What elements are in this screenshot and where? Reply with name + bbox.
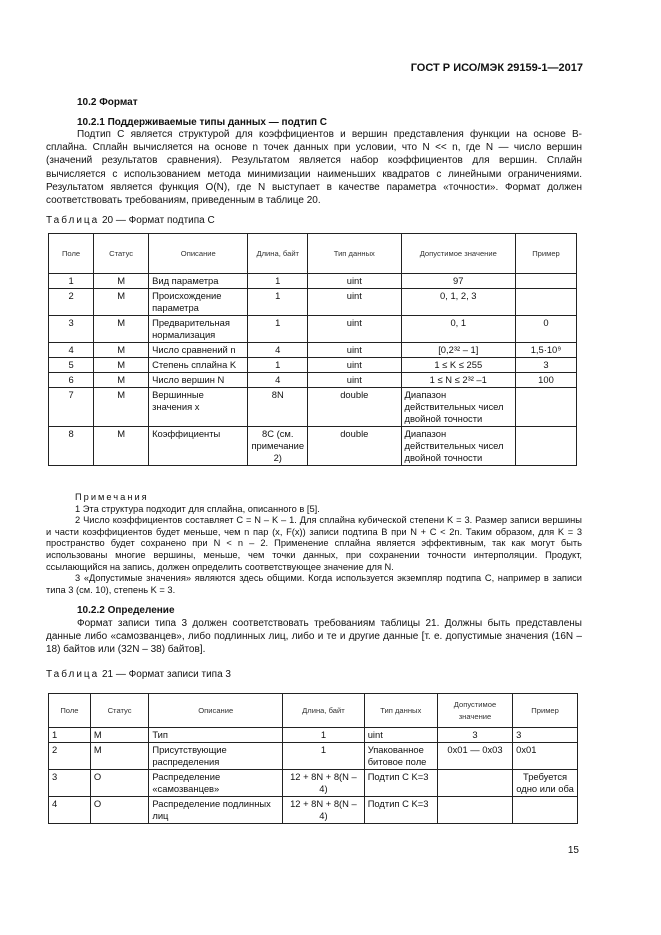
- table-cell: 2: [49, 289, 94, 316]
- table-cell: 4: [248, 343, 308, 358]
- table-cell: Упакованное битовое поле: [364, 743, 437, 770]
- table-cell: M: [94, 316, 149, 343]
- table-cell: 1: [248, 358, 308, 373]
- table-cell: O: [90, 770, 149, 797]
- table-cell: Тип: [149, 728, 283, 743]
- table-row: [49, 770, 578, 797]
- subsection-title-2: 10.2.2 Определение: [77, 605, 175, 616]
- page-number: 15: [567, 845, 579, 856]
- col-header: Пример: [513, 694, 578, 728]
- table21-caption: [46, 668, 582, 681]
- table-header-row: [49, 694, 578, 728]
- col-header: Допустимое значение: [401, 234, 515, 274]
- col-header: Тип данных: [308, 234, 401, 274]
- col-header: Статус: [90, 694, 149, 728]
- table20-caption-label: Таблица: [46, 215, 100, 226]
- col-header: Поле: [49, 694, 91, 728]
- table-cell: uint: [308, 274, 401, 289]
- table-cell: Присутствующие распределения: [149, 743, 283, 770]
- table-row: [49, 797, 578, 824]
- table-row: [49, 316, 577, 343]
- table-cell: Вершинные значения x: [149, 388, 248, 427]
- table-cell: 1: [248, 274, 308, 289]
- paragraph-definition: Формат записи типа 3 должен соответствовать требованиям таблицы 21. Должны быть представлены данные либо «самозванцев», либо подлинных лиц, либо и те и другие данные [т. е. допустимые значения (16N – 18) байтов или (32N – 38) байтов].: [46, 618, 582, 656]
- table-cell: 12 + 8N + 8(N – 4): [283, 770, 365, 797]
- table-cell: double: [308, 427, 401, 466]
- table-cell: 2: [49, 743, 91, 770]
- table-row: [49, 728, 578, 743]
- table-cell: [437, 797, 512, 824]
- section-title: 10.2 Формат: [77, 97, 138, 108]
- table-cell: 8C (см. примечание 2): [248, 427, 308, 466]
- table-cell: M: [90, 728, 149, 743]
- table20-caption: [46, 214, 582, 227]
- standard-header: ГОСТ Р ИСО/МЭК 29159-1—2017: [410, 62, 583, 74]
- table-20: [48, 233, 577, 466]
- table-cell: 0x01: [513, 743, 578, 770]
- col-header: Описание: [149, 694, 283, 728]
- table-cell: M: [94, 343, 149, 358]
- table-cell: O: [90, 797, 149, 824]
- table-cell: 3: [515, 358, 576, 373]
- table-row: [49, 343, 577, 358]
- col-header: Допустимое значение: [437, 694, 512, 728]
- table-cell: uint: [308, 316, 401, 343]
- table-row: [49, 289, 577, 316]
- table-cell: Распределение «самозванцев»: [149, 770, 283, 797]
- col-header: Статус: [94, 234, 149, 274]
- table-row: [49, 373, 577, 388]
- table21-caption-text: 21 — Формат записи типа 3: [102, 669, 231, 680]
- table-cell: Коэффициенты: [149, 427, 248, 466]
- table-cell: 5: [49, 358, 94, 373]
- table-cell: 1: [283, 728, 365, 743]
- table-cell: Диапазон действительных чисел двойной точности: [401, 388, 515, 427]
- table-cell: 0, 1, 2, 3: [401, 289, 515, 316]
- table-cell: 8: [49, 427, 94, 466]
- table-cell: 1: [248, 289, 308, 316]
- table-cell: 1: [248, 316, 308, 343]
- table-cell: 3: [49, 770, 91, 797]
- table-cell: [515, 388, 576, 427]
- table-cell: M: [94, 388, 149, 427]
- table-cell: 12 + 8N + 8(N – 4): [283, 797, 365, 824]
- table-cell: 0: [515, 316, 576, 343]
- table-cell: uint: [364, 728, 437, 743]
- note-2: 2 Число коэффициентов составляет C = N – K – 1. Для сплайна кубической степени K = 3. Размер записи вершины и части коэффициентов будет меньше, чем n пар (x, F(x)) записи подтипа B при N + C < 2n. Таким образом, для K = 3 пространство будет сохранено при N < n – 2. Применение сплайна является эффективным, так как могут быть использованы многие вершины, меньше, чем точки данных, при сохранении точности интерполяции. Продукт, ссылающийся на запись, должен определить соответствующее значение для N.: [46, 515, 582, 572]
- table-cell: Число сравнений n: [149, 343, 248, 358]
- table-cell: 0, 1: [401, 316, 515, 343]
- col-header: Описание: [149, 234, 248, 274]
- table-cell: [437, 770, 512, 797]
- table-cell: 4: [49, 797, 91, 824]
- table-cell: 1: [283, 743, 365, 770]
- table-cell: double: [308, 388, 401, 427]
- table-row: [49, 274, 577, 289]
- table-cell: M: [90, 743, 149, 770]
- table-cell: M: [94, 427, 149, 466]
- note-1: 1 Эта структура подходит для сплайна, описанного в [5].: [75, 503, 320, 514]
- table-cell: Диапазон действительных чисел двойной точности: [401, 427, 515, 466]
- table-row: [49, 427, 577, 466]
- table-cell: 1,5·10⁹: [515, 343, 576, 358]
- notes-heading: Примечания: [75, 492, 149, 502]
- table-cell: M: [94, 373, 149, 388]
- table-cell: Происхождение параметра: [149, 289, 248, 316]
- table-cell: [515, 274, 576, 289]
- table-cell: 1: [49, 274, 94, 289]
- table-cell: 4: [248, 373, 308, 388]
- col-header: Тип данных: [364, 694, 437, 728]
- table-cell: 1: [49, 728, 91, 743]
- table21-caption-label: Таблица: [46, 669, 100, 680]
- table-cell: uint: [308, 358, 401, 373]
- table-cell: 1 ≤ N ≤ 2³² –1: [401, 373, 515, 388]
- col-header: Поле: [49, 234, 94, 274]
- table-cell: 3: [49, 316, 94, 343]
- col-header: Пример: [515, 234, 576, 274]
- note-3: 3 «Допустимые значения» являются здесь общими. Когда используется экземпляр подтипа C, например в записи типа 3 (см. 10), степень K = 3.: [46, 573, 582, 595]
- table-cell: 6: [49, 373, 94, 388]
- table-cell: [515, 427, 576, 466]
- table-cell: Степень сплайна K: [149, 358, 248, 373]
- table-cell: [513, 797, 578, 824]
- table-cell: Требуется одно или оба: [513, 770, 578, 797]
- subsection-title-1: 10.2.1 Поддерживаемые типы данных — подтип C: [77, 117, 327, 128]
- table-cell: 4: [49, 343, 94, 358]
- table-header-row: [49, 234, 577, 274]
- table-cell: Предварительная нормализация: [149, 316, 248, 343]
- col-header: Длина, байт: [283, 694, 365, 728]
- table-cell: M: [94, 289, 149, 316]
- paragraph-subtype-c: Подтип C является структурой для коэффициентов и вершин представления функции на основе B-сплайна. Сплайн вычисляется на основе n точек данных при условии, что N << n, где N — число вершин (значений результатов сравнения). Результатом является набор коэффициентов для вершин. Сплайн вычисляется с использованием метода минимизации наименьших квадратов с линейными ограничениями. Результатом является функция O(N), где N выступает в качестве параметра «точности». Формат должен соответствовать требованиям, приведенным в таблице 20.: [46, 129, 582, 207]
- table-cell: 1 ≤ K ≤ 255: [401, 358, 515, 373]
- table-cell: 7: [49, 388, 94, 427]
- table-row: [49, 388, 577, 427]
- table-21: [48, 693, 578, 824]
- table-cell: 3: [437, 728, 512, 743]
- table-cell: M: [94, 274, 149, 289]
- table20-caption-text: 20 — Формат подтипа C: [102, 215, 215, 226]
- table-cell: 0x01 — 0x03: [437, 743, 512, 770]
- notes-block: [46, 492, 582, 596]
- table-cell: uint: [308, 373, 401, 388]
- table-cell: 3: [513, 728, 578, 743]
- table-cell: 100: [515, 373, 576, 388]
- table-cell: 97: [401, 274, 515, 289]
- table-cell: Распределение подлинных лиц: [149, 797, 283, 824]
- table-row: [49, 743, 578, 770]
- table-cell: Вид параметра: [149, 274, 248, 289]
- table-cell: Подтип C K=3: [364, 770, 437, 797]
- table-cell: [515, 289, 576, 316]
- col-header: Длина, байт: [248, 234, 308, 274]
- table-cell: Число вершин N: [149, 373, 248, 388]
- table-cell: uint: [308, 289, 401, 316]
- table-row: [49, 358, 577, 373]
- table-cell: 8N: [248, 388, 308, 427]
- table-cell: uint: [308, 343, 401, 358]
- table-cell: M: [94, 358, 149, 373]
- table-cell: Подтип C K=3: [364, 797, 437, 824]
- table-cell: [0,2³² – 1]: [401, 343, 515, 358]
